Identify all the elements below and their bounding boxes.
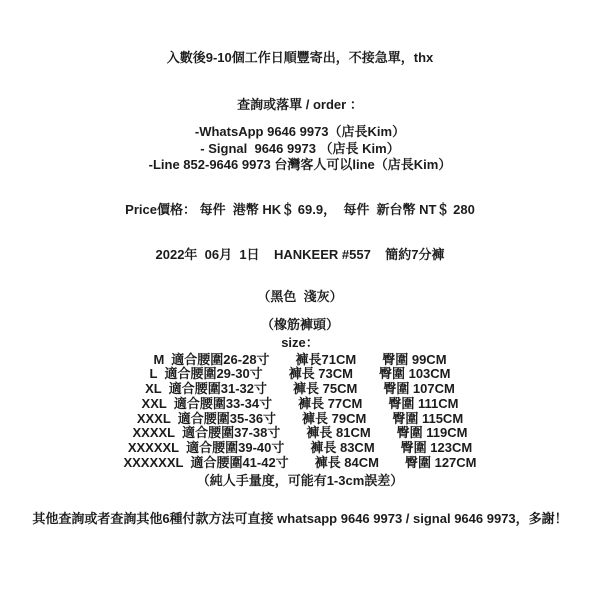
product-title-line: 2022年 06月 1日 HANKEER #557 簡約7分褲 <box>155 246 445 262</box>
length-value: 褲長 77CM <box>298 395 363 411</box>
hip-value: 臀圍 103CM <box>378 366 451 382</box>
color-options-line: （黑色 淺灰） <box>257 288 343 304</box>
hip-value: 臀圍 119CM <box>396 425 468 441</box>
contact-whatsapp: -WhatsApp 9646 9973（店長Kim） <box>194 124 406 139</box>
price-line: Price價格： 每件 港幣 HK＄ 69.9， 每件 新台幣 NT＄ 280 <box>125 201 475 217</box>
size-row <box>0 441 600 456</box>
length-value: 褲長71CM <box>295 351 357 367</box>
waist-value: 適合腰圍41-42寸 <box>190 455 289 471</box>
contact-list <box>0 124 600 174</box>
size-label: XXXXXXL <box>123 455 184 471</box>
size-row <box>0 412 600 427</box>
waist-value: 適合腰圍29-30寸 <box>164 366 263 382</box>
length-value: 褲長 79CM <box>302 410 367 426</box>
contact-signal: - Signal 9646 9973 （店長 Kim） <box>200 140 400 156</box>
waist-value: 適合腰圍35-36寸 <box>177 410 277 426</box>
size-row <box>0 397 600 412</box>
hip-value: 臀圍 99CM <box>382 351 447 367</box>
size-row <box>0 367 600 382</box>
length-value: 褲長 83CM <box>310 440 375 456</box>
hip-value: 臀圍 107CM <box>383 381 455 397</box>
length-value: 褲長 75CM <box>293 381 358 397</box>
waist-value: 適合腰圍26-28寸 <box>171 351 270 367</box>
size-label: XXL <box>141 395 167 411</box>
size-row <box>0 382 600 397</box>
size-row <box>0 353 600 368</box>
length-value: 褲長 73CM <box>288 366 353 382</box>
size-label: L <box>149 366 158 382</box>
shipping-note: 入數後9-10個工作日順豐寄出，不接急單，thx <box>166 50 434 65</box>
order-heading: 查詢或落單 / order ： <box>237 97 363 112</box>
waist-value: 適合腰圍37-38寸 <box>182 425 281 441</box>
length-value: 褲長 84CM <box>314 455 379 471</box>
footer-payment-note: 其他查詢或者查詢其他6種付款方法可直接 whatsapp 9646 9973 / signal 9646 9973，多謝！ <box>32 510 568 526</box>
size-label: XXXXL <box>132 425 176 441</box>
waistband-line: （橡筋褲頭） <box>260 316 339 332</box>
waist-value: 適合腰圍39-40寸 <box>186 440 285 456</box>
size-label: XL <box>145 381 162 397</box>
waist-value: 適合腰圍31-32寸 <box>168 381 268 397</box>
measurement-tolerance-note: （純人手量度，可能有1-3cm誤差） <box>196 472 404 488</box>
size-table <box>0 353 600 471</box>
hip-value: 臀圍 111CM <box>388 395 459 411</box>
hip-value: 臀圍 123CM <box>400 440 473 456</box>
contact-line: -Line 852-9646 9973 台灣客人可以line（店長Kim） <box>148 157 452 172</box>
size-label: XXXXXL <box>127 440 180 456</box>
length-value: 褲長 81CM <box>306 425 371 441</box>
size-row <box>0 456 600 471</box>
waist-value: 適合腰圍33-34寸 <box>173 395 273 411</box>
size-label: XXXL <box>136 410 171 426</box>
hip-value: 臀圍 115CM <box>392 410 464 426</box>
size-row <box>0 426 600 441</box>
size-heading: size： <box>281 334 319 350</box>
size-label: M <box>153 351 165 367</box>
hip-value: 臀圍 127CM <box>404 455 477 471</box>
